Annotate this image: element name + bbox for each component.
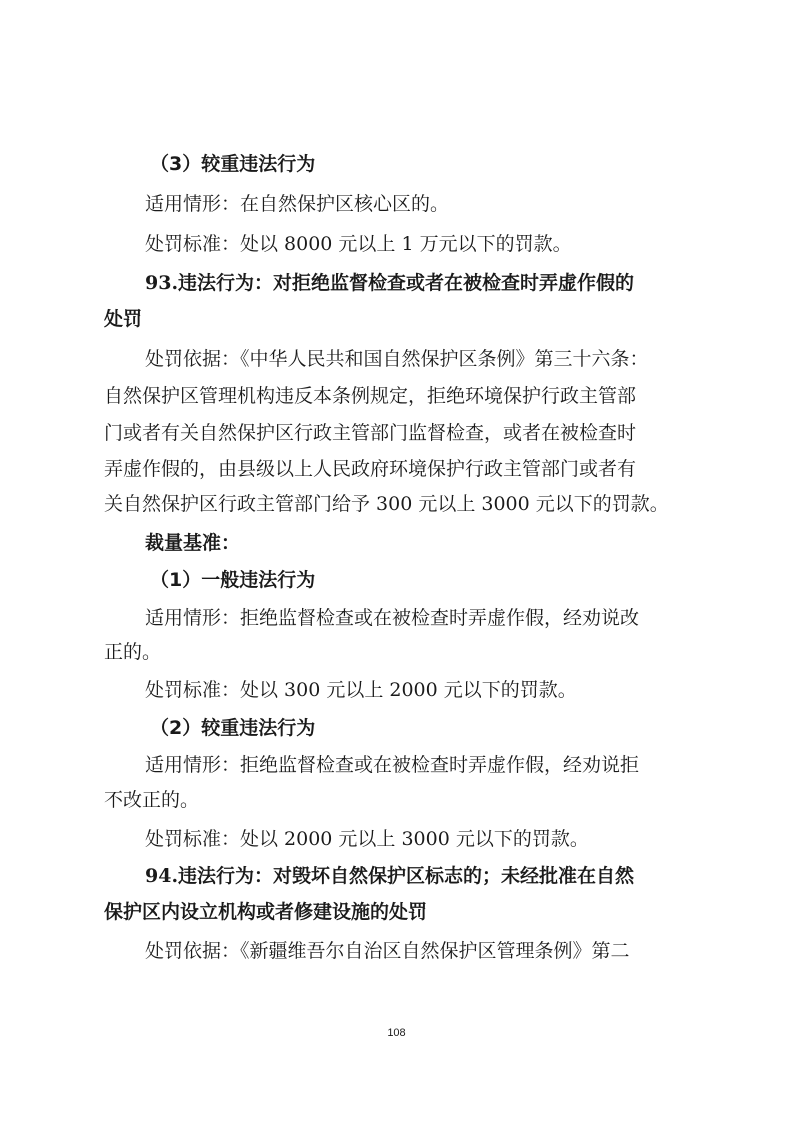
applicable-situation-text: 适用情形：在自然保护区核心区的。 [145, 193, 450, 215]
applicable-situation-text: 适用情形：拒绝监督检查或在被检查时弄虚作假，经劝说改 [145, 607, 640, 629]
paragraph-line: 正的。 [104, 641, 162, 663]
paragraph-line: 弄虚作假的，由县级以上人民政府环境保护行政主管部门或者有 [104, 458, 637, 480]
paragraph-line: 不改正的。 [104, 789, 200, 811]
section-93-heading: 93.违法行为：对拒绝监督检查或者在被检查时弄虚作假的 [145, 272, 635, 294]
section-93-heading-continued: 处罚 [104, 308, 143, 330]
paragraph-line: 关自然保护区行政主管部门给予 300 元以上 3000 元以下的罚款。 [104, 493, 669, 515]
penalty-standard-text: 处罚标准：处以 2000 元以上 3000 元以下的罚款。 [145, 828, 589, 850]
subheading-serious-violation: （3）较重违法行为 [150, 153, 316, 175]
subheading-serious-violation: （2）较重违法行为 [150, 717, 316, 739]
penalty-basis-text: 处罚依据：《新疆维吾尔自治区自然保护区管理条例》第二 [145, 940, 630, 962]
paragraph-line: 自然保护区管理机构违反本条例规定，拒绝环境保护行政主管部 [104, 385, 637, 407]
applicable-situation-text: 适用情形：拒绝监督检查或在被检查时弄虚作假，经劝说拒 [145, 754, 640, 776]
paragraph-line: 门或者有关自然保护区行政主管部门监督检查，或者在被检查时 [104, 422, 637, 444]
discretion-standard-heading: 裁量基准： [145, 532, 241, 554]
penalty-basis-text: 处罚依据：《中华人民共和国自然保护区条例》第三十六条： [145, 348, 649, 370]
page-number: 108 [387, 1027, 406, 1039]
penalty-standard-text: 处罚标准：处以 8000 元以上 1 万元以下的罚款。 [145, 233, 572, 255]
section-94-heading-continued: 保护区内设立机构或者修建设施的处罚 [104, 901, 428, 923]
subheading-general-violation: （1）一般违法行为 [150, 569, 316, 591]
section-94-heading: 94.违法行为：对毁坏自然保护区标志的；未经批准在自然 [145, 865, 635, 887]
penalty-standard-text: 处罚标准：处以 300 元以上 2000 元以下的罚款。 [145, 679, 577, 701]
